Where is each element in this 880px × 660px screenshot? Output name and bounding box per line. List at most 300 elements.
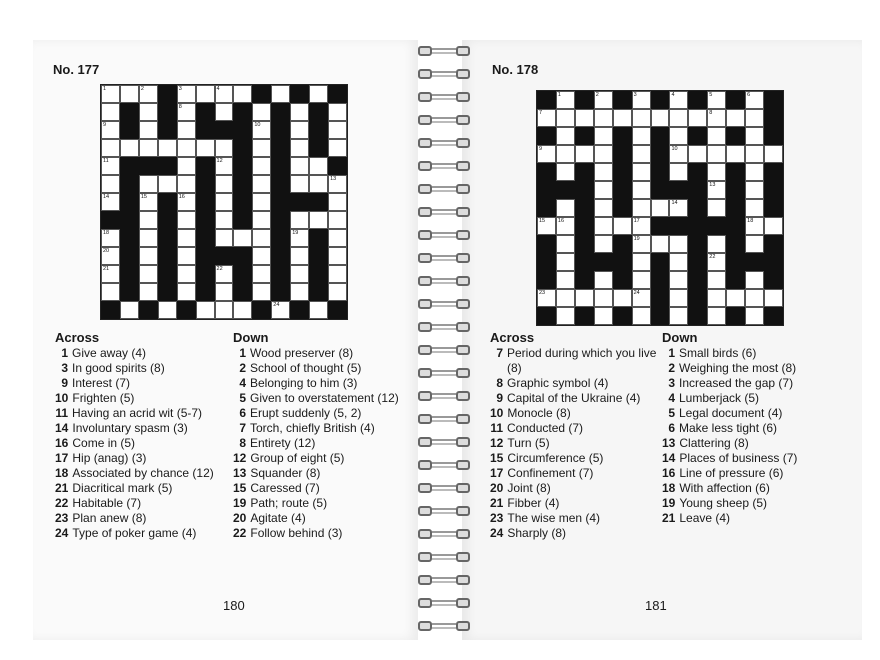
grid-cell[interactable] xyxy=(328,265,347,283)
grid-block xyxy=(537,271,556,289)
grid-cell[interactable] xyxy=(290,139,309,157)
grid-cell[interactable] xyxy=(669,289,688,307)
grid-cell[interactable] xyxy=(177,175,196,193)
clue-item xyxy=(662,406,852,421)
grid-block xyxy=(233,139,252,157)
grid-cell[interactable] xyxy=(139,247,158,265)
grid-cell[interactable] xyxy=(745,91,764,109)
grid-cell[interactable] xyxy=(177,283,196,301)
grid-cell[interactable] xyxy=(745,109,764,127)
clue-item xyxy=(55,421,227,436)
grid-cell[interactable] xyxy=(328,103,347,121)
clue-number: 17 xyxy=(633,218,640,224)
clue-text: Follow behind (3) xyxy=(250,526,343,540)
grid-cell[interactable] xyxy=(669,307,688,325)
grid-cell[interactable] xyxy=(726,109,745,127)
grid-cell[interactable] xyxy=(271,301,290,319)
grid-cell[interactable] xyxy=(177,193,196,211)
grid-cell[interactable] xyxy=(139,103,158,121)
grid-cell[interactable] xyxy=(101,157,120,175)
clue-text: Come in (5) xyxy=(72,436,136,450)
grid-cell[interactable] xyxy=(101,193,120,211)
grid-block xyxy=(651,127,670,145)
grid-block xyxy=(120,247,139,265)
grid-cell[interactable] xyxy=(556,91,575,109)
grid-cell[interactable] xyxy=(594,235,613,253)
clue-num: 21 xyxy=(490,496,504,510)
grid-cell[interactable] xyxy=(651,199,670,217)
grid-cell[interactable] xyxy=(196,139,215,157)
grid-cell[interactable] xyxy=(594,307,613,325)
grid-block xyxy=(726,127,745,145)
down-heading: Down xyxy=(233,330,269,345)
grid-cell[interactable] xyxy=(309,301,328,319)
spiral-ring xyxy=(410,481,480,495)
clue-text: Period during which you live (8) xyxy=(507,346,657,375)
clue-number: 16 xyxy=(557,218,565,224)
grid-block xyxy=(613,181,632,199)
grid-cell[interactable] xyxy=(139,283,158,301)
grid-cell[interactable] xyxy=(252,103,271,121)
grid-cell[interactable] xyxy=(252,283,271,301)
grid-cell[interactable] xyxy=(177,211,196,229)
grid-cell[interactable] xyxy=(745,199,764,217)
grid-cell[interactable] xyxy=(745,181,764,199)
grid-cell[interactable] xyxy=(632,307,651,325)
grid-cell[interactable] xyxy=(651,235,670,253)
down-clues xyxy=(662,330,852,526)
grid-cell[interactable] xyxy=(745,145,764,163)
grid-cell[interactable] xyxy=(632,163,651,181)
grid-block xyxy=(158,85,177,103)
grid-block xyxy=(688,271,707,289)
grid-block xyxy=(120,283,139,301)
grid-cell[interactable] xyxy=(158,175,177,193)
clue-num: 10 xyxy=(55,391,69,405)
clue-num: 24 xyxy=(55,526,69,540)
grid-cell[interactable] xyxy=(632,91,651,109)
grid-cell[interactable] xyxy=(556,307,575,325)
down-heading: Down xyxy=(662,330,698,345)
grid-block xyxy=(613,127,632,145)
grid-cell[interactable] xyxy=(556,127,575,145)
grid-block xyxy=(651,307,670,325)
grid-cell[interactable] xyxy=(707,181,726,199)
clue-item xyxy=(55,406,227,421)
grid-cell[interactable] xyxy=(707,289,726,307)
grid-cell[interactable] xyxy=(594,181,613,199)
spiral-ring xyxy=(410,182,480,196)
clue-text: Conducted (7) xyxy=(507,421,584,435)
grid-cell[interactable] xyxy=(669,109,688,127)
grid-cell[interactable] xyxy=(688,109,707,127)
grid-cell[interactable] xyxy=(632,127,651,145)
grid-cell[interactable] xyxy=(328,175,347,193)
grid-cell[interactable] xyxy=(556,109,575,127)
grid-cell[interactable] xyxy=(632,145,651,163)
clue-text: Legal document (4) xyxy=(679,406,783,420)
grid-cell[interactable] xyxy=(101,247,120,265)
grid-cell[interactable] xyxy=(139,85,158,103)
grid-cell[interactable] xyxy=(632,217,651,235)
grid-cell[interactable] xyxy=(707,91,726,109)
clue-number: 10 xyxy=(671,146,678,152)
grid-block xyxy=(764,271,783,289)
grid-cell[interactable] xyxy=(101,103,120,121)
grid-cell[interactable] xyxy=(271,85,290,103)
grid-cell[interactable] xyxy=(328,193,347,211)
grid-block xyxy=(309,121,328,139)
grid-cell[interactable] xyxy=(215,85,234,103)
grid-cell[interactable] xyxy=(196,301,215,319)
clue-item xyxy=(233,511,413,526)
grid-block xyxy=(196,283,215,301)
clue-num: 17 xyxy=(490,466,504,480)
clue-num: 21 xyxy=(662,511,676,525)
grid-cell[interactable] xyxy=(290,175,309,193)
grid-cell[interactable] xyxy=(669,235,688,253)
grid-block xyxy=(196,229,215,247)
grid-cell[interactable] xyxy=(556,271,575,289)
grid-block xyxy=(196,103,215,121)
grid-cell[interactable] xyxy=(669,163,688,181)
grid-cell[interactable] xyxy=(309,211,328,229)
clue-text: Squander (8) xyxy=(250,466,321,480)
clue-num: 16 xyxy=(55,436,69,450)
grid-cell[interactable] xyxy=(177,139,196,157)
grid-cell[interactable] xyxy=(101,139,120,157)
grid-cell[interactable] xyxy=(252,247,271,265)
grid-cell[interactable] xyxy=(669,199,688,217)
grid-cell[interactable] xyxy=(215,265,234,283)
grid-cell[interactable] xyxy=(177,265,196,283)
grid-cell[interactable] xyxy=(196,85,215,103)
grid-block xyxy=(271,211,290,229)
grid-cell[interactable] xyxy=(252,211,271,229)
grid-cell[interactable] xyxy=(328,283,347,301)
grid-cell[interactable] xyxy=(233,85,252,103)
grid-block xyxy=(688,199,707,217)
grid-cell[interactable] xyxy=(328,139,347,157)
grid-cell[interactable] xyxy=(764,145,783,163)
grid-cell[interactable] xyxy=(745,217,764,235)
clue-number: 3 xyxy=(178,86,182,92)
grid-cell[interactable] xyxy=(556,163,575,181)
grid-cell[interactable] xyxy=(233,301,252,319)
grid-cell[interactable] xyxy=(537,217,556,235)
grid-cell[interactable] xyxy=(669,271,688,289)
grid-cell[interactable] xyxy=(707,163,726,181)
grid-block xyxy=(575,91,594,109)
grid-cell[interactable] xyxy=(177,85,196,103)
grid-cell[interactable] xyxy=(594,289,613,307)
grid-cell[interactable] xyxy=(632,181,651,199)
clue-num: 5 xyxy=(668,406,675,420)
grid-cell[interactable] xyxy=(594,163,613,181)
grid-cell[interactable] xyxy=(613,109,632,127)
clue-number: 22 xyxy=(216,266,223,272)
grid-block xyxy=(613,307,632,325)
grid-cell[interactable] xyxy=(328,211,347,229)
clue-text: Confinement (7) xyxy=(507,466,594,480)
grid-cell[interactable] xyxy=(726,145,745,163)
grid-cell[interactable] xyxy=(745,307,764,325)
grid-cell[interactable] xyxy=(556,253,575,271)
grid-cell[interactable] xyxy=(101,121,120,139)
grid-cell[interactable] xyxy=(120,139,139,157)
grid-cell[interactable] xyxy=(290,265,309,283)
grid-block xyxy=(309,103,328,121)
clue-text: Interest (7) xyxy=(72,376,131,390)
grid-cell[interactable] xyxy=(101,175,120,193)
clue-num: 2 xyxy=(239,361,246,375)
grid-block xyxy=(764,181,783,199)
grid-block xyxy=(726,199,745,217)
grid-cell[interactable] xyxy=(139,193,158,211)
grid-cell[interactable] xyxy=(252,193,271,211)
grid-cell[interactable] xyxy=(328,121,347,139)
grid-block xyxy=(271,247,290,265)
clue-num: 16 xyxy=(662,466,676,480)
grid-cell[interactable] xyxy=(594,109,613,127)
clue-number: 14 xyxy=(103,194,110,200)
grid-cell[interactable] xyxy=(707,127,726,145)
grid-block xyxy=(613,271,632,289)
grid-cell[interactable] xyxy=(556,289,575,307)
grid-cell[interactable] xyxy=(158,139,177,157)
grid-cell[interactable] xyxy=(594,271,613,289)
grid-cell[interactable] xyxy=(120,301,139,319)
grid-cell[interactable] xyxy=(745,235,764,253)
clue-number: 1 xyxy=(103,86,107,92)
grid-cell[interactable] xyxy=(177,103,196,121)
spiral-ring xyxy=(410,136,480,150)
grid-cell[interactable] xyxy=(707,235,726,253)
left-page xyxy=(33,40,418,640)
grid-block xyxy=(688,235,707,253)
grid-cell[interactable] xyxy=(101,283,120,301)
grid-cell[interactable] xyxy=(101,229,120,247)
grid-block xyxy=(139,301,158,319)
grid-cell[interactable] xyxy=(707,307,726,325)
clue-num: 23 xyxy=(490,511,504,525)
grid-cell[interactable] xyxy=(632,289,651,307)
grid-cell[interactable] xyxy=(215,301,234,319)
grid-cell[interactable] xyxy=(215,157,234,175)
grid-cell[interactable] xyxy=(139,229,158,247)
grid-cell[interactable] xyxy=(745,163,764,181)
grid-cell[interactable] xyxy=(537,289,556,307)
clue-number: 24 xyxy=(273,302,280,308)
grid-block xyxy=(764,163,783,181)
grid-cell[interactable] xyxy=(290,157,309,175)
grid-cell[interactable] xyxy=(764,289,783,307)
clue-text: Small birds (6) xyxy=(679,346,757,360)
grid-cell[interactable] xyxy=(688,145,707,163)
grid-cell[interactable] xyxy=(594,91,613,109)
clue-text: Monocle (8) xyxy=(507,406,571,420)
clue-num: 1 xyxy=(239,346,246,360)
clue-text: Weighing the most (8) xyxy=(679,361,797,375)
clue-number: 19 xyxy=(292,230,299,236)
spiral-ring xyxy=(410,458,480,472)
clue-item xyxy=(55,346,227,361)
grid-block xyxy=(177,301,196,319)
spiral-ring xyxy=(410,274,480,288)
grid-cell[interactable] xyxy=(669,253,688,271)
grid-cell[interactable] xyxy=(252,229,271,247)
grid-block xyxy=(651,217,670,235)
grid-cell[interactable] xyxy=(651,109,670,127)
grid-cell[interactable] xyxy=(290,121,309,139)
grid-block xyxy=(309,265,328,283)
grid-cell[interactable] xyxy=(101,85,120,103)
grid-cell[interactable] xyxy=(309,157,328,175)
grid-cell[interactable] xyxy=(669,145,688,163)
grid-cell[interactable] xyxy=(707,271,726,289)
grid-cell[interactable] xyxy=(745,289,764,307)
grid-cell[interactable] xyxy=(215,103,234,121)
grid-block xyxy=(271,175,290,193)
grid-block xyxy=(271,121,290,139)
grid-block xyxy=(613,163,632,181)
grid-cell[interactable] xyxy=(328,247,347,265)
clue-text: Joint (8) xyxy=(507,481,551,495)
grid-cell[interactable] xyxy=(309,175,328,193)
grid-cell[interactable] xyxy=(101,265,120,283)
grid-cell[interactable] xyxy=(556,199,575,217)
grid-block xyxy=(233,193,252,211)
grid-cell[interactable] xyxy=(707,253,726,271)
grid-block xyxy=(537,127,556,145)
grid-cell[interactable] xyxy=(309,85,328,103)
grid-cell[interactable] xyxy=(177,247,196,265)
grid-cell[interactable] xyxy=(215,229,234,247)
grid-cell[interactable] xyxy=(215,139,234,157)
grid-cell[interactable] xyxy=(707,109,726,127)
grid-cell[interactable] xyxy=(594,217,613,235)
grid-cell[interactable] xyxy=(726,289,745,307)
clue-text: Capital of the Ukraine (4) xyxy=(507,391,641,405)
grid-cell[interactable] xyxy=(215,211,234,229)
grid-cell[interactable] xyxy=(328,229,347,247)
grid-cell[interactable] xyxy=(139,175,158,193)
grid-cell[interactable] xyxy=(632,235,651,253)
grid-cell[interactable] xyxy=(252,175,271,193)
grid-cell[interactable] xyxy=(139,121,158,139)
clue-item xyxy=(55,481,227,496)
grid-block xyxy=(158,211,177,229)
grid-cell[interactable] xyxy=(745,271,764,289)
grid-cell[interactable] xyxy=(669,91,688,109)
grid-cell[interactable] xyxy=(290,103,309,121)
grid-cell[interactable] xyxy=(215,175,234,193)
grid-cell[interactable] xyxy=(745,127,764,145)
clue-text: Lumberjack (5) xyxy=(679,391,760,405)
clue-num: 23 xyxy=(55,511,69,525)
grid-cell[interactable] xyxy=(707,145,726,163)
grid-cell[interactable] xyxy=(290,211,309,229)
grid-cell[interactable] xyxy=(290,247,309,265)
grid-cell[interactable] xyxy=(252,121,271,139)
grid-cell[interactable] xyxy=(594,199,613,217)
clue-item xyxy=(233,406,413,421)
grid-cell[interactable] xyxy=(632,253,651,271)
spiral-ring xyxy=(410,527,480,541)
grid-cell[interactable] xyxy=(290,229,309,247)
grid-cell[interactable] xyxy=(252,139,271,157)
grid-cell[interactable] xyxy=(594,145,613,163)
grid-cell[interactable] xyxy=(233,229,252,247)
spiral-ring xyxy=(410,90,480,104)
grid-cell[interactable] xyxy=(158,301,177,319)
grid-cell[interactable] xyxy=(669,127,688,145)
grid-cell[interactable] xyxy=(613,217,632,235)
clue-number: 8 xyxy=(709,110,713,116)
grid-cell[interactable] xyxy=(290,283,309,301)
grid-cell[interactable] xyxy=(215,193,234,211)
grid-block xyxy=(537,235,556,253)
clue-item xyxy=(490,511,660,526)
grid-cell[interactable] xyxy=(252,265,271,283)
grid-cell[interactable] xyxy=(594,127,613,145)
grid-block xyxy=(651,145,670,163)
clue-item xyxy=(55,391,227,406)
clue-num: 22 xyxy=(55,496,69,510)
grid-cell[interactable] xyxy=(556,217,575,235)
grid-cell[interactable] xyxy=(575,109,594,127)
grid-cell[interactable] xyxy=(575,289,594,307)
grid-cell[interactable] xyxy=(177,121,196,139)
grid-cell[interactable] xyxy=(139,139,158,157)
grid-block xyxy=(688,91,707,109)
clue-num: 15 xyxy=(490,451,504,465)
grid-cell[interactable] xyxy=(575,145,594,163)
grid-cell[interactable] xyxy=(120,85,139,103)
grid-cell[interactable] xyxy=(556,145,575,163)
grid-cell[interactable] xyxy=(177,157,196,175)
grid-cell[interactable] xyxy=(707,199,726,217)
clue-num: 6 xyxy=(239,406,246,420)
grid-cell[interactable] xyxy=(537,109,556,127)
grid-cell[interactable] xyxy=(764,217,783,235)
grid-cell[interactable] xyxy=(139,211,158,229)
clue-num: 21 xyxy=(55,481,69,495)
grid-cell[interactable] xyxy=(215,283,234,301)
grid-cell[interactable] xyxy=(632,199,651,217)
grid-cell[interactable] xyxy=(613,289,632,307)
grid-cell[interactable] xyxy=(556,235,575,253)
spiral-ring xyxy=(410,113,480,127)
grid-cell[interactable] xyxy=(632,109,651,127)
clue-num: 20 xyxy=(233,511,247,525)
grid-cell[interactable] xyxy=(139,265,158,283)
page-number: 180 xyxy=(223,598,245,613)
grid-cell[interactable] xyxy=(632,271,651,289)
grid-block xyxy=(233,121,252,139)
grid-cell[interactable] xyxy=(177,229,196,247)
clue-text: With affection (6) xyxy=(679,481,770,495)
clue-text: Belonging to him (3) xyxy=(250,376,358,390)
grid-cell[interactable] xyxy=(537,145,556,163)
grid-cell[interactable] xyxy=(252,157,271,175)
clue-text: Give away (4) xyxy=(72,346,147,360)
grid-block xyxy=(196,175,215,193)
spiral-ring xyxy=(410,619,480,633)
right-page xyxy=(462,40,862,640)
grid-block xyxy=(233,247,252,265)
clue-item xyxy=(490,451,660,466)
